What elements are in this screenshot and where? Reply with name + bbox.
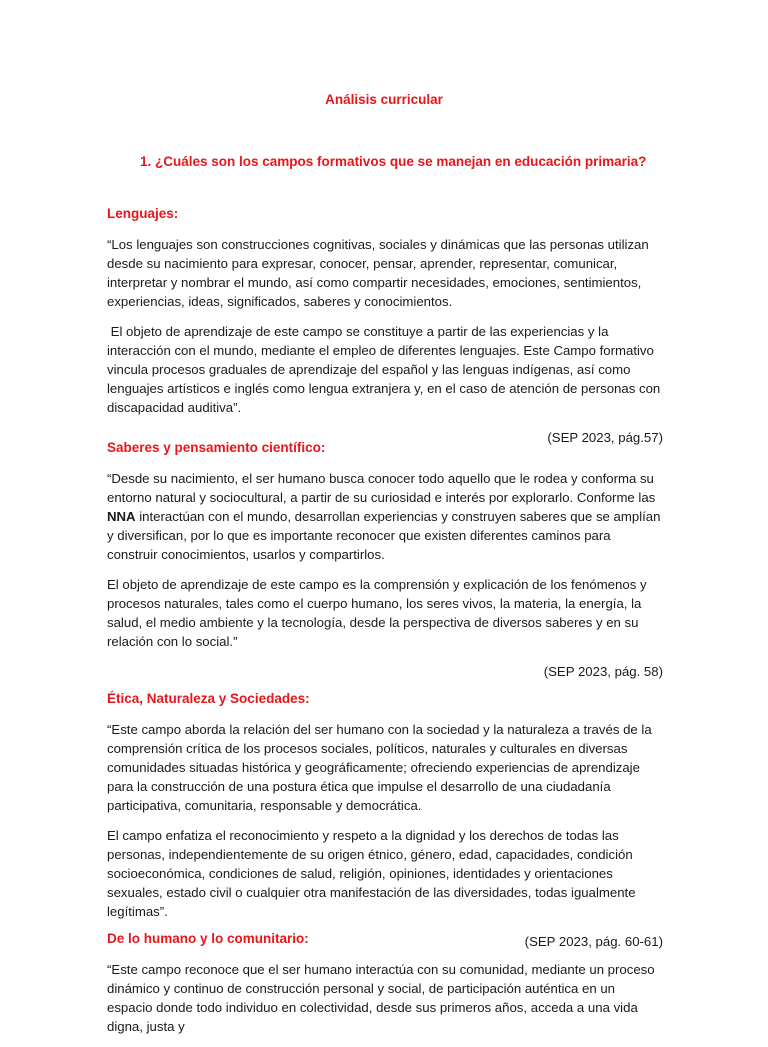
citation: (SEP 2023, pág. 58) xyxy=(543,664,663,679)
section-humano xyxy=(107,931,663,1047)
paragraph: El campo enfatiza el reconocimiento y respeto a la dignidad y los derechos de todas las personas, independientemente de su origen étnico, género, edad, capacidades, condición socioeconómica, condiciones de salud, religión, opiniones, identidades y orientaciones sexuales, estado civil o cualquier otra manifestación de las diversidades, todas igualmente legítimas”. xyxy=(107,828,636,919)
section-heading: Ética, Naturaleza y Sociedades: xyxy=(107,691,310,706)
section-etica xyxy=(107,691,663,951)
paragraph: El objeto de aprendizaje de este campo es la comprensión y explicación de los fenómenos y procesos naturales, tales como el cuerpo humano, los seres vivos, la materia, la energía, la salud, el medio ambiente y la tecnología, desde la perspectiva de diversos saberes y en su relación con lo social.” xyxy=(107,577,647,649)
paragraph: El objeto de aprendizaje de este campo se constituye a partir de las experiencias y la interacción con el mundo, mediante el empleo de diferentes lenguajes. Este Campo formativo vincula procesos graduales de aprendizaje del español y las lenguas indígenas, así como lenguajes artísticos e inglés como lengua extranjera y, en el caso de atención de personas con discapacidad auditiva”. xyxy=(107,324,664,415)
citation: (SEP 2023, pág. 60-61) xyxy=(524,934,663,949)
paragraph-text: “Desde su nacimiento, el ser humano busca conocer todo aquello que le rodea y conforma su entorno natural y sociocultural, a partir de su curiosidad e interés por explorarlo. Conforme las xyxy=(107,471,656,505)
section-heading: De lo humano y lo comunitario: xyxy=(107,931,309,946)
question-heading: 1. ¿Cuáles son los campos formativos que se manejan en educación primaria? xyxy=(140,154,647,169)
document-title: Análisis curricular xyxy=(325,92,443,107)
paragraph: “Este campo aborda la relación del ser humano con la sociedad y la naturaleza a través de la comprensión crítica de los procesos sociales, políticos, naturales y culturales en diversas comunidades situadas histórica y geográficamente; ofreciendo experiencias de aprendizaje para la construcción de una postura ética que impulse el desarrollo de una ciudadanía participativa, comunitaria, responsable y democrática. xyxy=(107,722,652,813)
section-saberes xyxy=(107,440,663,681)
citation: (SEP 2023, pág.57) xyxy=(547,430,663,445)
section-heading: Lenguajes: xyxy=(107,206,179,221)
section-heading: Saberes y pensamiento científico: xyxy=(107,440,326,455)
paragraph: “Este campo reconoce que el ser humano interactúa con su comunidad, mediante un proceso dinámico y continuo de construcción personal y social, de participación auténtica en un espacio donde todo individuo en colectividad, desde sus primeros años, acceda a una vida digna, justa y xyxy=(107,962,655,1034)
acronym-nna: NNA xyxy=(107,509,136,524)
paragraph-text: interactúan con el mundo, desarrollan experiencias y construyen saberes que se amplían y diversifican, por lo que es importante reconocer que existen diferentes caminos para construir conocimientos, usarlos y compartirlos. xyxy=(107,509,661,562)
paragraph: “Los lenguajes son construcciones cognitivas, sociales y dinámicas que las personas utilizan desde su nacimiento para expresar, conocer, pensar, aprender, representar, comunicar, interpretar y nombrar el mundo, así como compartir necesidades, emociones, sentimientos, experiencias, ideas, significados, saberes y conocimientos. xyxy=(107,237,649,309)
paragraph xyxy=(107,469,663,564)
section-lenguajes xyxy=(107,206,663,447)
